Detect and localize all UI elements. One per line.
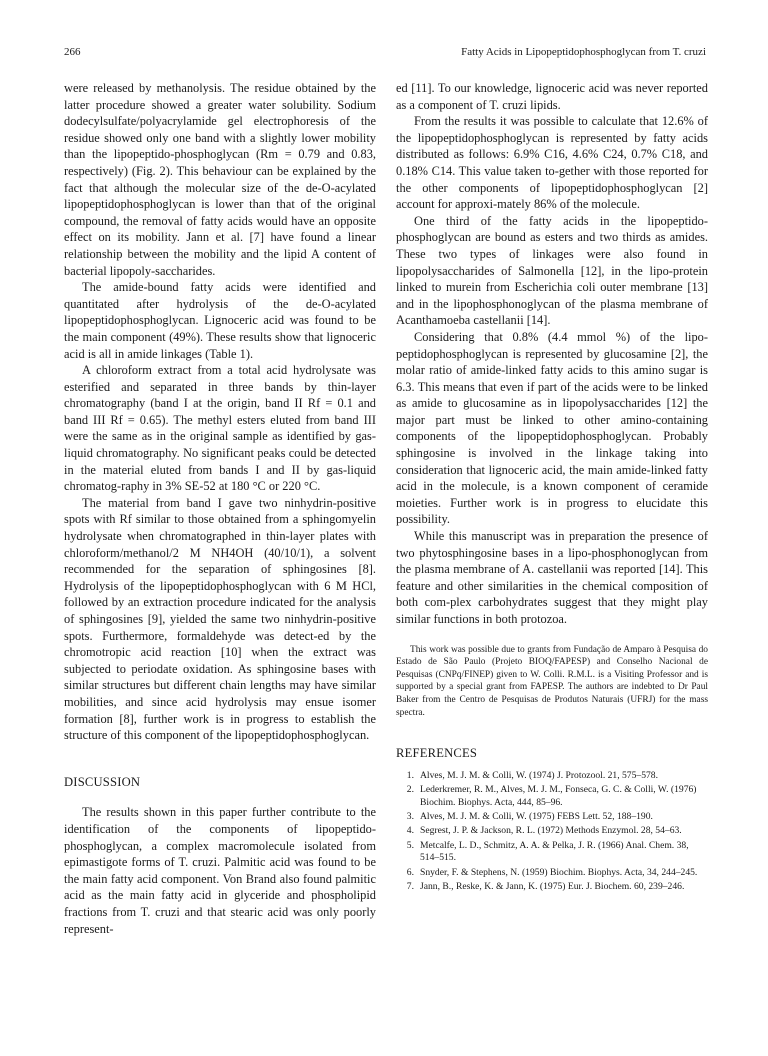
paragraph: ed [11]. To our knowledge, lignoceric acid was never reported as a component of T. cruzi lipids. [396,81,708,112]
reference-text: Alves, M. J. M. & Colli, W. (1975) FEBS Lett. 52, 188–190. [420,810,653,822]
reference-number: 1. [406,769,414,781]
references-heading: REFERENCES [396,746,478,761]
reference-text: Segrest, J. P. & Jackson, R. L. (1972) Methods Enzymol. 28, 54–63. [420,825,682,837]
reference-number: 5. [406,839,414,851]
running-title: Fatty Acids in Lipopeptidophosphoglycan from T. cruzi [461,46,706,58]
reference-item [396,867,708,879]
reference-item [396,770,708,782]
paragraph: While this manuscript was in preparation the presence of two phytosphingosine bases in a lipo-phosphonoglycan from the plasma membrane of A. castellanii was reported [14]. This feature and other similarities in the chemical composition of both com-plex carbohydrates suggest that they might play similar functions in both protozoa. [396,529,708,626]
page-number: 266 [64,46,81,58]
paragraph: The material from band I gave two ninhydrin-positive spots with Rf similar to those obtained from a sphingomyelin hydrolysate when chromatographed in thin-layer plates with chloroform/methanol/2 M NH4OH (40/10/1), a solvent recommended for the separation of sphingosines [8]. Hydrolysis of the lipopeptidophosphoglycan with 6 M HCl, followed by an extraction procedure indicated for the analysis of sphingosines [9], yielded the same two ninhydrin-positive spots. Furthermore, formaldehyde was detect-ed by the chromotropic acid reaction [10] when the extract was subjected to periodate oxidation. As sphingosine bases with similar structures but different chain lengths may have similar mobilities, and since acid hydrolysis may ensue isomer formation [8], further work is in progress to establish the structure of this component of the lipopeptidophosphoglycan. [64,495,376,743]
reference-item [396,784,708,809]
acknowledgement-text: This work was possible due to grants from Fundação de Amparo à Pesquisa do Estado de São Paulo (Projeto BIOQ/FAPESP) and Conselho Nacional de Pesquisas (CNPq/FINEP) given to W. Colli. R.M.L. is a Visiting Professor and is supported by a special grant from FAPESP. The authors are indebted to Dr Paul Baker from the Centro de Pesquisas de Produtos Naturais (UFRJ) for the mass spectra. [396,644,708,718]
discussion-heading: DISCUSSION [64,774,141,789]
reference-text: Metcalfe, L. D., Schmitz, A. A. & Pelka, J. R. (1966) Anal. Chem. 38, 514–515. [420,839,689,864]
paragraph: From the results it was possible to calculate that 12.6% of the lipopeptidophosphoglycan is represented by fatty acids distributed as follows: 6.9% C16, 4.6% C24, 0.7% C18, and 0.18% C14. This value taken to-gether with those reported for the other components of lipopeptidophosphoglycan [2] account for approxi-mately 86% of the molecule. [396,114,708,212]
left-column [64,80,376,937]
paragraph: One third of the fatty acids in the lipopeptido-phosphoglycan are bound as esters and two thirds as amides. These two types of linkages were also found in lipopolysaccharides of Salmonella [12], in the lipo-protein linked to murein from Escherichia coli outer membrane [13] and in the lipophosphonoglycan of the plasma membrane of Acanthamoeba castellanii [14]. [396,213,708,328]
acknowledgement [396,644,708,720]
reference-number: 3. [406,810,414,822]
reference-item [396,825,708,837]
paragraph: A chloroform extract from a total acid hydrolysate was esterified and separated in three bands by thin-layer chromatography (band I at the origin, band II Rf = 0.1 and band III Rf = 0.65). The methyl esters eluted from band III were the same as in the original sample as identified by gas-liquid chromatography. No significant peaks could be detected in the material eluted from bands I and II by gas-liquid chromatog-raphy in 3% SE-52 at 180 °C or 220 °C. [64,363,376,494]
reference-item [396,840,708,865]
reference-number: 7. [406,881,414,892]
reference-number: 4. [406,825,414,837]
paragraph: Considering that 0.8% (4.4 mmol %) of the lipo-peptidophosphoglycan is represented by glucosamine [2], the molar ratio of amide-linked fatty acids to this amino sugar is 6.3. This means that even if part of the acids were to be linked as amide to glucosamine as in lipopolysaccharides [12] the major part must be linked to other amino-containing components of the lipopeptidophosphoglycan. Probably sphingosine is involved in the linkage taking into consideration that lignoceric acid, the main amide-linked fatty acid in the molecule, is a known component of ceramide moieties. Further work is in progress to elucidate this possibility. [396,329,708,527]
paragraph: The amide-bound fatty acids were identified and quantitated after hydrolysis of the de-O-acylated lipopeptidophosphoglycan. Lignoceric acid was found to be the main component (49%). These results show that lignoceric acid is all in amide linkages (Table 1). [64,280,376,361]
reference-item [396,881,708,893]
reference-number: 6. [406,866,414,878]
reference-item [396,811,708,823]
reference-text: Alves, M. J. M. & Colli, W. (1974) J. Protozool. 21, 575–578. [420,769,658,781]
reference-text: Jann, B., Reske, K. & Jann, K. (1975) Eur. J. Biochem. 60, 239–246. [420,881,685,892]
right-column [396,80,708,895]
paragraph: were released by methanolysis. The residue obtained by the latter procedure showed a greater water solubility. Sodium dodecylsulfate/polyacrylamide gel electrophoresis of the residue showed only one band with a slightly lower mobility than the lipopeptido-phosphoglycan (Rm = 0.79 and 0.83, respectively) (Fig. 2). This behaviour can be explained by the fact that although the molecular size of the de-O-acylated lipopeptidophosphoglycan is lower than that of the original compound, the removal of fatty acids would have an opposite effect on its mobility. Jann et al. [7] have found a linear relationship between the mobility and the lipid A content of bacterial lipopoly-saccharides. [64,81,376,278]
reference-text: Lederkremer, R. M., Alves, M. J. M., Fonseca, G. C. & Colli, W. (1976) Biochim. Biophys. Acta, 444, 85–96. [420,784,697,808]
paragraph: The results shown in this paper further contribute to the identification of the components of lipopeptido-phosphoglycan, a complex macromolecule isolated from epimastigote forms of T. cruzi. Palmitic acid was found to be the main fatty acid component. Von Brand also found palmitic acid as the main fatty acid in glyceride and phospholipid fractions from T. cruzi and that stearic acid was only poorly represent- [64,805,376,936]
reference-number: 2. [406,784,414,796]
reference-text: Snyder, F. & Stephens, N. (1959) Biochim. Biophys. Acta, 34, 244–245. [420,866,698,878]
reference-list [396,770,708,894]
